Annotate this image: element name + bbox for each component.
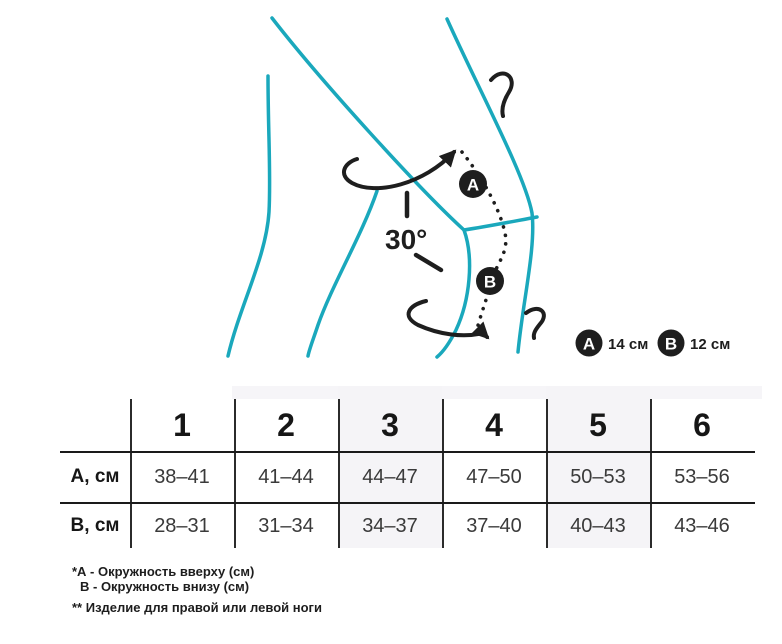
calf-back-line: [308, 191, 377, 356]
angle-label: 30°: [385, 224, 428, 255]
cell-a-1: 38–41: [154, 465, 210, 488]
marker-a-letter: A: [466, 175, 480, 195]
size-header-3: 3: [381, 406, 399, 443]
cell-b-2: 31–34: [258, 514, 314, 537]
marker-b-letter: B: [483, 272, 497, 292]
thigh-top-line: [272, 18, 464, 230]
marker-b-badge: [476, 267, 504, 295]
marker-a-badge: [459, 170, 487, 198]
cell-b-6: 43–46: [674, 514, 730, 537]
calf-arrow-back-hook: [526, 309, 544, 338]
cell-a-4: 47–50: [466, 465, 522, 488]
legend-b-letter: B: [664, 334, 678, 354]
table-corner-cell: [60, 399, 130, 451]
angle-group: [385, 193, 441, 270]
cell-b-3: 34–37: [362, 514, 418, 537]
table-top-strip: [232, 386, 762, 399]
footnote-b: В - Окружность внизу (см): [80, 579, 250, 594]
legend: [576, 330, 731, 357]
size-table: [60, 399, 754, 549]
legend-a-letter: A: [582, 334, 596, 354]
cell-b-1: 28–31: [154, 514, 210, 537]
calf-circumference-arrow: [409, 301, 487, 337]
size-header-6: 6: [693, 406, 711, 443]
thigh-arrow-back-hook: [491, 74, 512, 116]
row-label-a: А, см: [70, 466, 120, 487]
legend-a-value: 14 см: [608, 336, 649, 353]
cell-a-3: 44–47: [362, 465, 418, 488]
cell-b-4: 37–40: [466, 514, 522, 537]
thigh-circumference-arrow: [344, 152, 454, 188]
size-header-1: 1: [173, 406, 191, 443]
footnote-leg: ** Изделие для правой или левой ноги: [72, 600, 322, 615]
legend-b-value: 12 см: [690, 336, 731, 353]
angle-tick-lower: [416, 255, 441, 270]
leg-back-line: [228, 76, 270, 356]
footnote-a: *А - Окружность вверху (см): [72, 564, 255, 579]
row-label-b: В, см: [70, 515, 120, 536]
size-header-2: 2: [277, 406, 295, 443]
cell-a-6: 53–56: [674, 465, 730, 488]
size-header-4: 4: [485, 406, 503, 443]
cell-b-5: 40–43: [570, 514, 626, 537]
measurement-arrows: [344, 74, 544, 338]
shin-front-line: [437, 230, 470, 357]
cell-a-2: 41–44: [258, 465, 314, 488]
size-header-5: 5: [589, 406, 607, 443]
cell-a-5: 50–53: [570, 465, 626, 488]
